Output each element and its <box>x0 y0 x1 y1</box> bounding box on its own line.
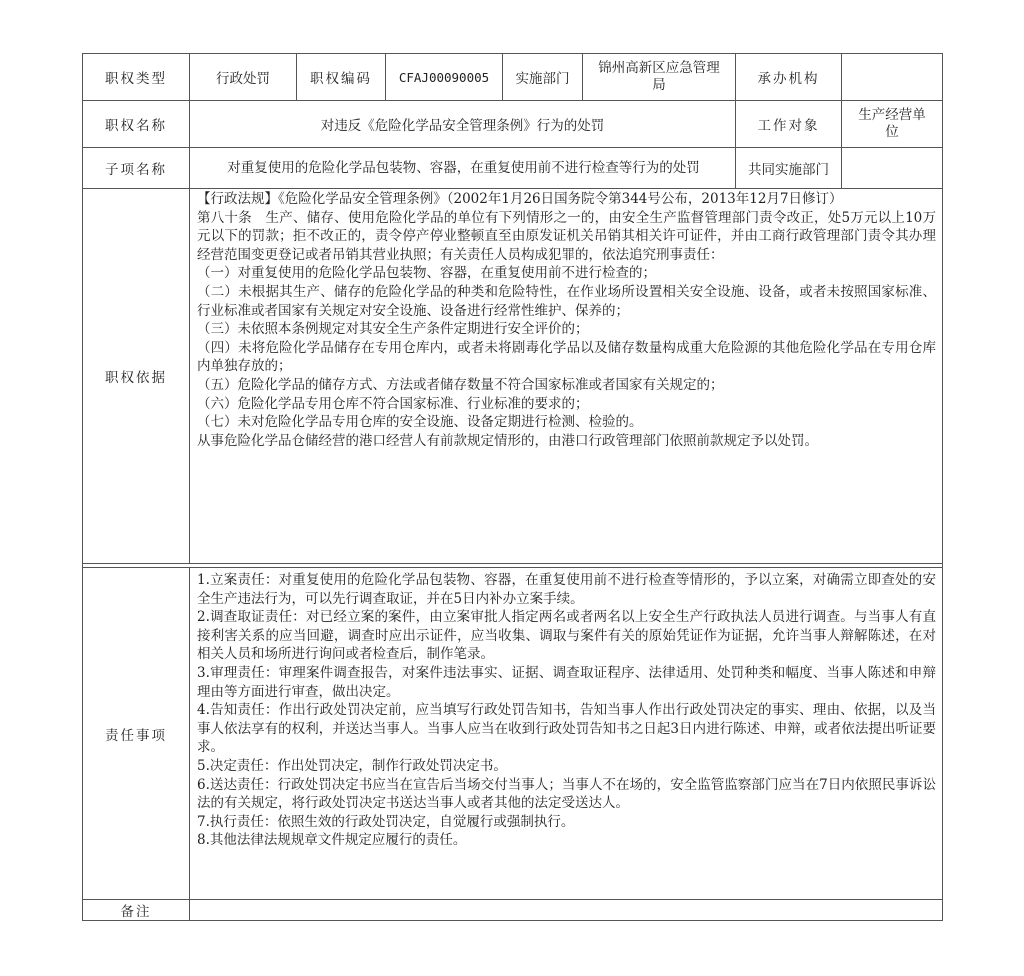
authority-table <box>82 53 943 921</box>
authority-code-label: 职权编码 <box>297 54 386 101</box>
basis-paragraph: （二）未根据其生产、储存的危险化学品的种类和危险特性，在作业场所设置相关安全设施、设备，或者未按照国家标准、行业标准或者国家有关规定对安全设施、设备进行经常性维护、保养的； <box>197 283 936 319</box>
work-target-label: 工作对象 <box>736 101 842 148</box>
row-notes <box>83 900 943 921</box>
basis-paragraph: 第八十条 生产、储存、使用危险化学品的单位有下列情形之一的，由安全生产监督管理部门责令改正，处5万元以上10万元以下的罚款；拒不改正的，责令停产停业整顿直至由原发证机关吊销其相关许可证件，并由工商行政管理部门责令其办理经营范围变更登记或者吊销其营业执照；有关责任人员构成犯罪的，依法追究刑事责任： <box>197 209 936 263</box>
basis-paragraph: 从事危险化学品仓储经营的港口经营人有前款规定情形的，由港口行政管理部门依照前款规定予以处罚。 <box>197 432 818 449</box>
basis-paragraph: （七）未对危险化学品专用仓库的安全设施、设备定期进行检测、检验的。 <box>197 414 643 431</box>
duty-item: 3.审理责任：审理案件调查报告，对案件违法事实、证据、调查取证程序、法律适用、处罚种类和幅度、当事人陈述和申辩理由等方面进行审查，做出决定。 <box>197 664 936 700</box>
row-authority-basis <box>83 189 943 564</box>
row-duties <box>83 568 943 900</box>
joint-dept-label: 共同实施部门 <box>736 148 842 189</box>
duty-item: 2.调查取证责任：对已经立案的案件，由立案审批人指定两名或者两名以上安全生产行政执法人员进行调查。与当事人有直接利害关系的应当回避，调查时应出示证件，应当收集、调取与案件有关的原始凭证作为证据，允许当事人辩解陈述，在对相关人员和场所进行询问或者检查后，制作笔录。 <box>197 609 936 663</box>
authority-basis-label: 职权依据 <box>83 189 190 564</box>
subitem-name-value: 对重复使用的危险化学品包装物、容器，在重复使用前不进行检查等行为的处罚 <box>190 148 736 189</box>
authority-type-label: 职权类型 <box>83 54 190 101</box>
authority-code-value: CFAJ00090005 <box>386 54 503 101</box>
basis-paragraph: （五）危险化学品的储存方式、方法或者储存数量不符合国家标准或者国家有关规定的； <box>197 376 724 393</box>
basis-paragraph: （四）未将危险化学品储存在专用仓库内，或者未将剧毒化学品以及储存数量构成重大危险源的其他危险化学品在专用仓库内单独存放的； <box>197 339 936 375</box>
joint-dept-value <box>842 148 943 189</box>
work-target-value: 生产经营单位 <box>842 101 943 148</box>
notes-value <box>190 900 943 921</box>
row-authority-name <box>83 101 943 148</box>
duty-item: 8.其他法律法规规章文件规定应履行的责任。 <box>197 832 467 849</box>
handling-org-value <box>842 54 943 101</box>
subitem-name-label: 子项名称 <box>83 148 190 189</box>
authority-name-label: 职权名称 <box>83 101 190 148</box>
implementing-dept-label: 实施部门 <box>503 54 583 101</box>
duties-label: 责任事项 <box>83 568 190 900</box>
basis-paragraph: （六）危险化学品专用仓库不符合国家标准、行业标准的要求的； <box>197 395 589 412</box>
duty-item: 5.决定责任：作出处罚决定，制作行政处罚决定书。 <box>197 757 507 774</box>
basis-paragraph: 【行政法规】《危险化学品安全管理条例》（2002年1月26日国务院令第344号公布，2013年12月7日修订） <box>197 191 843 207</box>
notes-label: 备注 <box>83 900 190 921</box>
basis-paragraph: （一）对重复使用的危险化学品包装物、容器，在重复使用前不进行检查的； <box>197 265 656 282</box>
authority-name-value: 对违反《危险化学品安全管理条例》行为的处罚 <box>190 101 736 148</box>
authority-document <box>82 53 942 921</box>
row-subitem <box>83 148 943 189</box>
duty-item: 4.告知责任：作出行政处罚决定前，应当填写行政处罚告知书，告知当事人作出行政处罚决定的事实、理由、依据，以及当事人依法享有的权利，并送达当事人。当事人应当在收到行政处罚告知书之日起3日内进行陈述、申辩，或者依法提出听证要求。 <box>197 702 936 756</box>
authority-basis-content <box>190 189 943 564</box>
duties-content <box>190 568 943 900</box>
basis-paragraph: （三）未依照本条例规定对其安全生产条件定期进行安全评价的； <box>197 321 589 338</box>
duty-item: 1.立案责任：对重复使用的危险化学品包装物、容器，在重复使用前不进行检查等情形的，予以立案，对确需立即查处的安全生产违法行为，可以先行调查取证，并在5日内补办立案手续。 <box>197 572 936 607</box>
duty-item: 6.送达责任：行政处罚决定书应当在宣告后当场交付当事人；当事人不在场的，安全监管监察部门应当在7日内依照民事诉讼法的有关规定，将行政处罚决定书送达当事人或者其他的法定受送达人。 <box>197 776 936 812</box>
duty-item: 7.执行责任：依照生效的行政处罚决定，自觉履行或强制执行。 <box>197 813 575 830</box>
handling-org-label: 承办机构 <box>736 54 842 101</box>
authority-type-value: 行政处罚 <box>190 54 297 101</box>
implementing-dept-value: 锦州高新区应急管理局 <box>583 54 736 101</box>
row-authority-type <box>83 54 943 101</box>
